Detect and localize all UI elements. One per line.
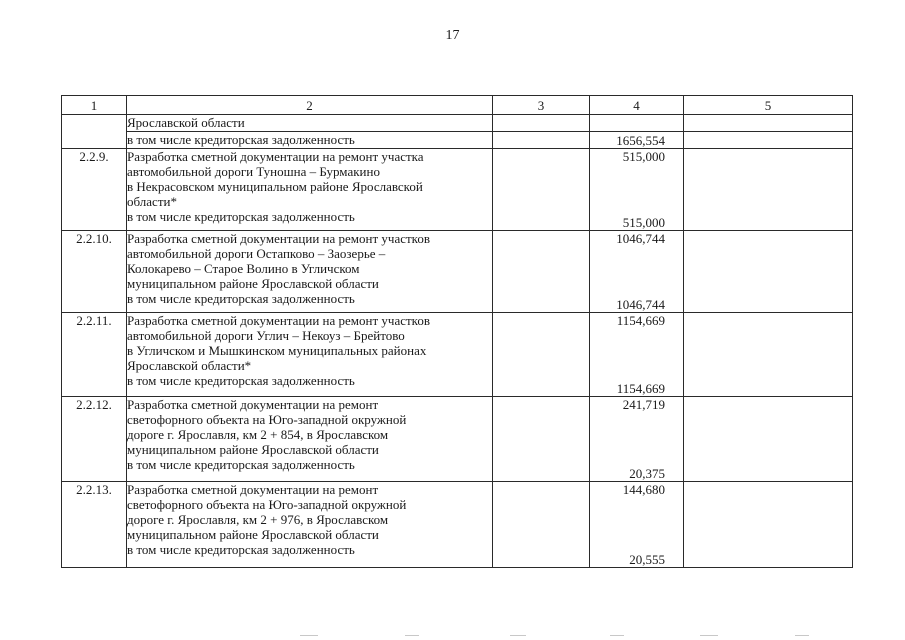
continuation-row xyxy=(62,115,853,132)
row-col3 xyxy=(493,397,590,482)
row-number: 2.2.13. xyxy=(62,482,127,568)
column-header-3: 3 xyxy=(493,96,590,115)
row-number: 2.2.10. xyxy=(62,231,127,313)
row-description: Разработка сметной документации на ремонт участка автомобильной дороги Туношна – Бурмакино в Некрасовском муниципальном районе Ярославской области* в том числе кредиторская задолженность xyxy=(127,149,493,231)
table-row xyxy=(62,397,853,482)
row-credit: 20,375 xyxy=(629,466,665,481)
row-col3 xyxy=(493,231,590,313)
scan-artifact-dots xyxy=(0,634,905,638)
row-col3 xyxy=(493,149,590,231)
row-col5 xyxy=(684,231,853,313)
row-total: 1154,669 xyxy=(616,313,665,328)
row-number: 2.2.12. xyxy=(62,397,127,482)
row-credit: 515,000 xyxy=(622,215,665,230)
row-col3 xyxy=(493,482,590,568)
continuation-credit-amount: 1656,554 xyxy=(616,133,665,148)
row-total: 515,000 xyxy=(622,149,665,164)
row-amounts xyxy=(590,397,684,482)
row-description: Разработка сметной документации на ремонт участков автомобильной дороги Остапково – Заозерье – Колокарево – Старое Волино в Угличском муниципальном районе Ярославской области в том числе кредиторская задолженность xyxy=(127,231,493,313)
row-description: Разработка сметной документации на ремонт участков автомобильной дороги Углич – Некоуз – Брейтово в Угличском и Мышкинском муниципальных районах Ярославской области* в том числе кредиторская задолженность xyxy=(127,313,493,397)
row-credit: 1154,669 xyxy=(616,381,665,396)
table-row xyxy=(62,482,853,568)
row-number: 2.2.9. xyxy=(62,149,127,231)
table-row xyxy=(62,231,853,313)
continuation-credit-row xyxy=(62,132,853,149)
row-amounts xyxy=(590,149,684,231)
column-header-5: 5 xyxy=(684,96,853,115)
row-total: 1046,744 xyxy=(616,231,665,246)
column-header-4: 4 xyxy=(590,96,684,115)
row-credit: 1046,744 xyxy=(616,297,665,312)
row-col5 xyxy=(684,313,853,397)
continuation-credit-col3 xyxy=(493,132,590,149)
column-number-row xyxy=(62,96,853,115)
row-credit: 20,555 xyxy=(629,552,665,567)
continuation-credit-col5 xyxy=(684,132,853,149)
continuation-num-cell xyxy=(62,115,127,149)
row-col5 xyxy=(684,149,853,231)
continuation-col5-cell xyxy=(684,115,853,132)
row-col5 xyxy=(684,397,853,482)
row-col5 xyxy=(684,482,853,568)
row-total: 144,680 xyxy=(622,482,665,497)
row-description: Разработка сметной документации на ремонт светофорного объекта на Юго-западной окружной дороге г. Ярославля, км 2 + 854, в Ярославском муниципальном районе Ярославской области в том числе кредиторская задолженность xyxy=(127,397,493,482)
continuation-col4-cell xyxy=(590,115,684,132)
column-header-1: 1 xyxy=(62,96,127,115)
row-amounts xyxy=(590,313,684,397)
row-number: 2.2.11. xyxy=(62,313,127,397)
page-number: 17 xyxy=(445,28,460,43)
table-row xyxy=(62,149,853,231)
continuation-region-text: Ярославской области xyxy=(127,115,493,132)
row-amounts xyxy=(590,482,684,568)
continuation-credit-label: в том числе кредиторская задолженность xyxy=(127,132,493,149)
row-description: Разработка сметной документации на ремонт светофорного объекта на Юго-западной окружной дороге г. Ярославля, км 2 + 976, в Ярославском муниципальном районе Ярославской области в том числе кредиторская задолженность xyxy=(127,482,493,568)
budget-table xyxy=(61,95,853,568)
row-amounts xyxy=(590,231,684,313)
continuation-col3-cell xyxy=(493,115,590,132)
column-header-2: 2 xyxy=(127,96,493,115)
continuation-credit-amount-cell xyxy=(590,132,684,149)
row-total: 241,719 xyxy=(622,397,665,412)
table-row xyxy=(62,313,853,397)
row-col3 xyxy=(493,313,590,397)
